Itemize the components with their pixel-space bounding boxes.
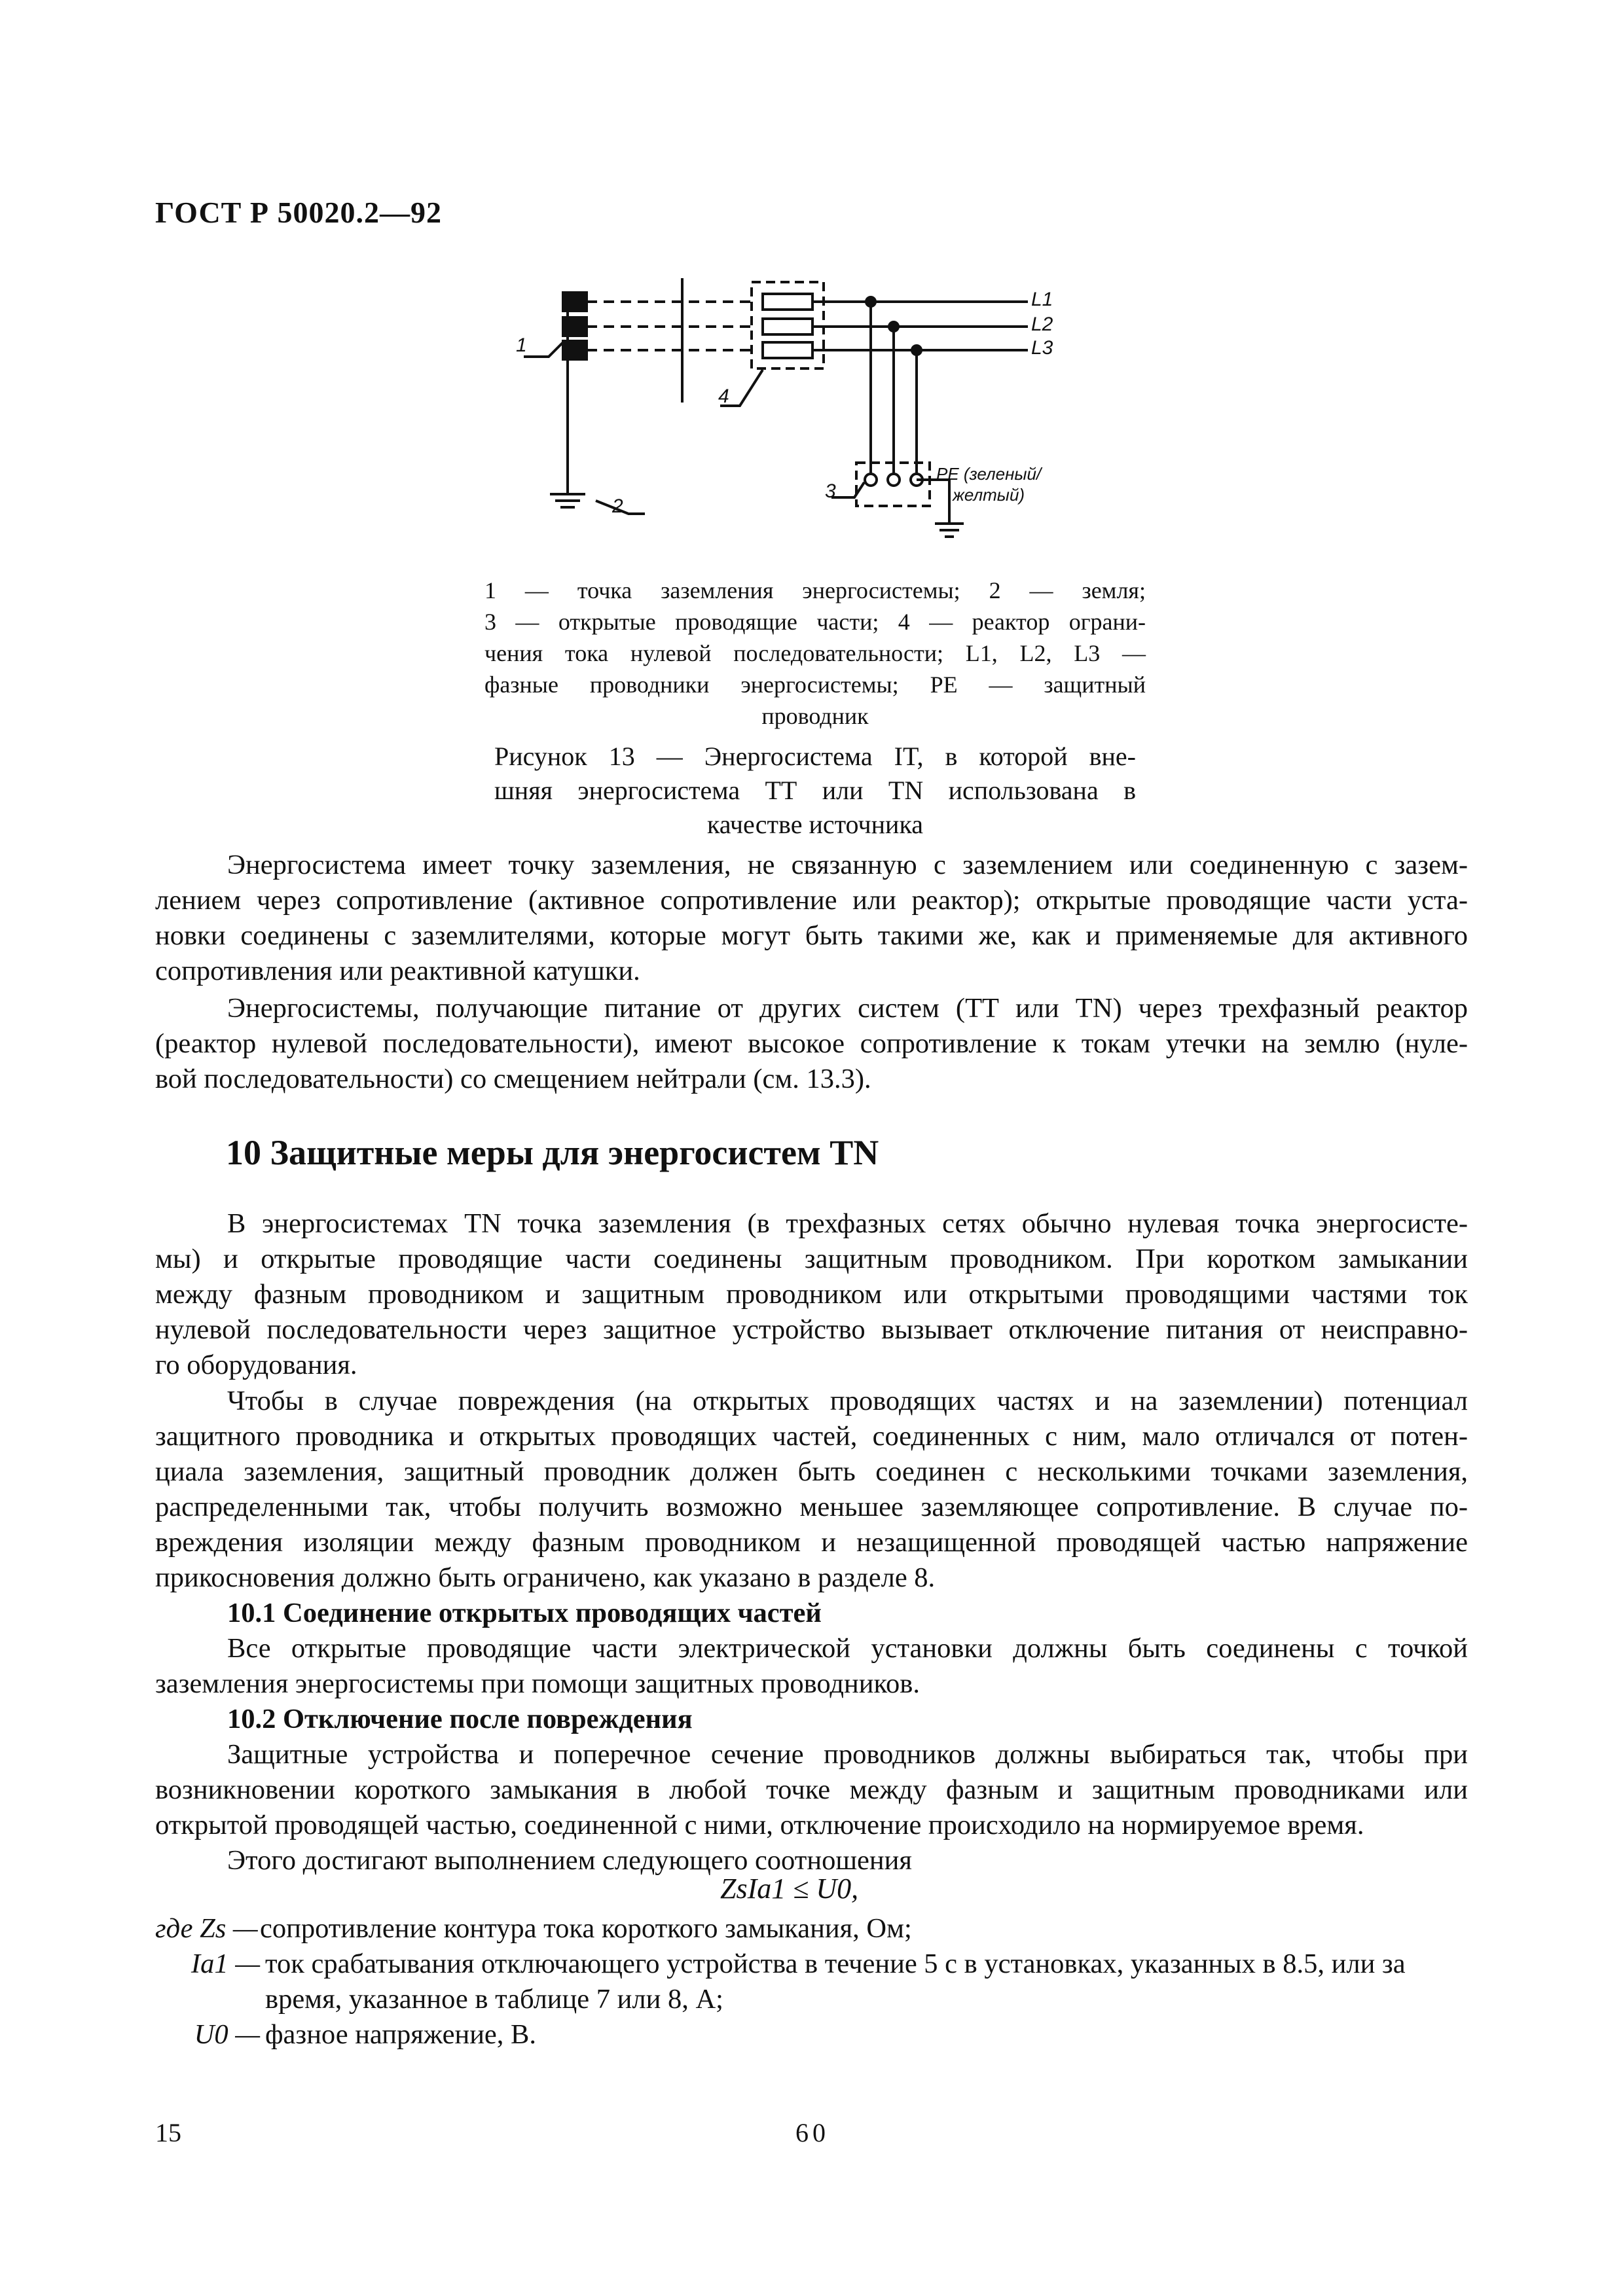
caption-line: Рисунок 13 — Энергосистема IT, в которой вне- <box>494 742 1136 771</box>
paragraph-3: В энергосистемах TN точка заземления (в трехфазных сетях обычно нулевая точка энергосисте- мы) и открытые проводящие части соединены защитным проводником. При коротком замыкании между фазным проводником и защитным проводником или открытыми проводящими частями ток нулевой последовательности через защитное устройство вызывает отключение питания от неисправно- го оборудования. <box>155 1208 1468 1380</box>
paragraph-2: Энергосистемы, получающие питание от других систем (ТТ или TN) через трехфазный реактор (реактор нулевой последовательности), имеют высокое сопротивление к токам утечки на землю (нуле- вой последовательности) со смещением нейтрали (см. 13.3). <box>155 993 1468 1094</box>
document-header: ГОСТ Р 50020.2—92 <box>155 196 442 229</box>
subsection-title: 10.2 Отключение после повреждения <box>227 1704 693 1734</box>
label-L3: L3 <box>1031 337 1053 359</box>
legend-line: 1 — точка заземления энергосистемы; 2 — земля; <box>484 577 1146 603</box>
page-number-left: 15 <box>155 2118 181 2147</box>
label-2: 2 <box>612 495 623 517</box>
label-4: 4 <box>718 386 729 407</box>
legend-line: проводник <box>761 703 869 729</box>
definition-row: U0 — фазное напряжение, В. <box>194 2019 537 2050</box>
paragraph-1: Энергосистема имеет точку заземления, не связанную с заземлением или соединенную с зазем- лением через сопротивление (активное сопротивление или реактор); открытые проводящие части уста- новки соединены с заземлителями, которые могут быть такими же, как и применяемые для активного сопротивления или реактивной катушки. <box>155 850 1468 986</box>
paragraph-4: Чтобы в случае повреждения (на открытых проводящих частях и на заземлении) потенциал защитного проводника и открытых проводящих частей, соединенных с ним, мало отличался от потен- циала заземления, защитный проводник должен быть соединен с несколькими точками заземления, распределенными так, чтобы получить возможно меньшее заземляющее сопротивление. В случае по- вреждения изоляции между фазным проводником и незащищенной проводящей частью напряжение прикосновения должно быть ограничено, как указано в разделе 8. <box>155 1386 1468 1593</box>
label-3: 3 <box>825 480 836 502</box>
label-1: 1 <box>516 334 527 356</box>
figure-legend <box>484 575 1146 732</box>
label-L2: L2 <box>1031 314 1053 335</box>
definition-row: Ia1 — ток срабатывания отключающего устройства в течение 5 с в установках, указанных в 8.5, или за время, указанное в таблице 7 или 8, А; <box>191 1948 1406 2015</box>
page-number-center: 60 <box>795 2118 830 2147</box>
figure-caption <box>494 740 1136 842</box>
label-pe-line2: желтый) <box>953 485 1025 505</box>
subsection-title: 10.1 Соединение открытых проводящих частей <box>227 1598 822 1628</box>
subsection-10-2: 10.2 Отключение после повреждения Защитные устройства и поперечное сечение проводников должны выбираться так, чтобы при возникновении короткого замыкания в любой точке между фазным и защитным проводниками или открытой проводящей частью, соединенной с ними, отключение происходило на нормируемое время. Этого достигают выполнением следующего соотношения <box>155 1702 1468 1878</box>
label-L1: L1 <box>1031 289 1053 310</box>
definition-row: где Zs — сопротивление контура тока короткого замыкания, Ом; <box>155 1913 912 1944</box>
caption-line: шняя энергосистема ТТ или TN использована в <box>494 776 1136 805</box>
label-pe-line1: PE (зеленый/ <box>936 464 1042 484</box>
circuit-diagram <box>498 272 1087 560</box>
subsection-10-1: 10.1 Соединение открытых проводящих частей Все открытые проводящие части электрической установки должны быть соединены с точкой заземления энергосистемы при помощи защитных проводников. <box>155 1596 1468 1702</box>
legend-line: фазные проводники энергосистемы; PE — защитный <box>484 672 1146 698</box>
caption-line: качестве источника <box>706 810 924 839</box>
formula-definitions <box>155 1911 1471 2053</box>
formula: ZsIa1 ≤ U0, <box>720 1873 859 1905</box>
section-title: 10 Защитные меры для энергосистем TN <box>226 1133 879 1172</box>
legend-line: 3 — открытые проводящие части; 4 — реактор ограни- <box>484 609 1146 635</box>
legend-line: чения тока нулевой последовательности; L1, L2, L3 — <box>484 640 1146 666</box>
